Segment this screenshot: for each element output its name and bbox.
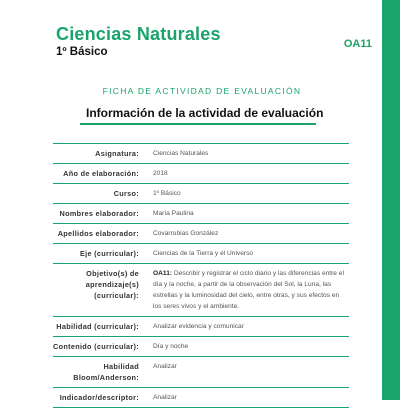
info-table xyxy=(53,143,349,408)
row-value: Día y noche xyxy=(153,343,189,350)
row-value: 2018 xyxy=(153,170,168,177)
table-row xyxy=(53,264,349,317)
row-label: Indicador/descriptor: xyxy=(59,393,139,402)
row-value: Ciencias Naturales xyxy=(153,150,209,157)
table-row xyxy=(53,337,349,357)
grade-level: 1º Básico xyxy=(56,46,108,58)
table-row xyxy=(53,357,349,388)
row-label: Nombres elaborador: xyxy=(59,209,139,218)
row-label: Apellidos elaborador: xyxy=(57,229,139,238)
row-value: Analizar xyxy=(153,363,177,370)
row-label: Contenido (curricular): xyxy=(53,342,139,351)
row-value: Covarrubias González xyxy=(153,230,219,237)
table-row xyxy=(53,144,349,164)
row-value: Analizar evidencia y comunicar xyxy=(153,323,244,330)
row-value: Ciencias de la Tierra y el Universo xyxy=(153,250,254,257)
row-label: Objetivo(s) de aprendizaje(s) (curricular): xyxy=(85,269,139,300)
side-accent-bar xyxy=(382,0,400,400)
table-row xyxy=(53,164,349,184)
objective-text: Describir y registrar el ciclo diario y las diferencias entre el día y la noche, a partir de la observación del Sol, la Luna, las estrellas y la luminosidad del cielo, entre otras, y sus efectos en los seres vivos y el ambiente. xyxy=(153,270,344,310)
ficha-kicker-text: FICHA DE ACTIVIDAD DE EVALUACIÓN xyxy=(102,86,302,96)
row-value: María Paulina xyxy=(153,210,194,217)
table-row xyxy=(53,317,349,337)
oa-code: OA11 xyxy=(343,38,372,50)
row-value: 1º Básico xyxy=(153,190,181,197)
table-row xyxy=(53,204,349,224)
ficha-kicker xyxy=(0,86,400,96)
row-label: Curso: xyxy=(113,189,139,198)
row-label: Asignatura: xyxy=(95,149,139,158)
subject-title: Ciencias Naturales xyxy=(56,24,221,44)
table-row xyxy=(53,388,349,408)
section-title: Información de la actividad de evaluación xyxy=(86,106,324,120)
row-value: Analizar xyxy=(153,394,177,401)
table-row xyxy=(53,244,349,264)
row-label: Habilidad (curricular): xyxy=(56,322,139,331)
row-value xyxy=(149,264,349,317)
row-label: Año de elaboración: xyxy=(63,169,139,178)
row-label: Habilidad Bloom/Anderson: xyxy=(73,362,139,382)
objective-code: OA11: xyxy=(153,270,173,277)
title-underline xyxy=(80,123,316,125)
table-row xyxy=(53,224,349,244)
row-label: Eje (curricular): xyxy=(79,249,139,258)
table-row xyxy=(53,184,349,204)
